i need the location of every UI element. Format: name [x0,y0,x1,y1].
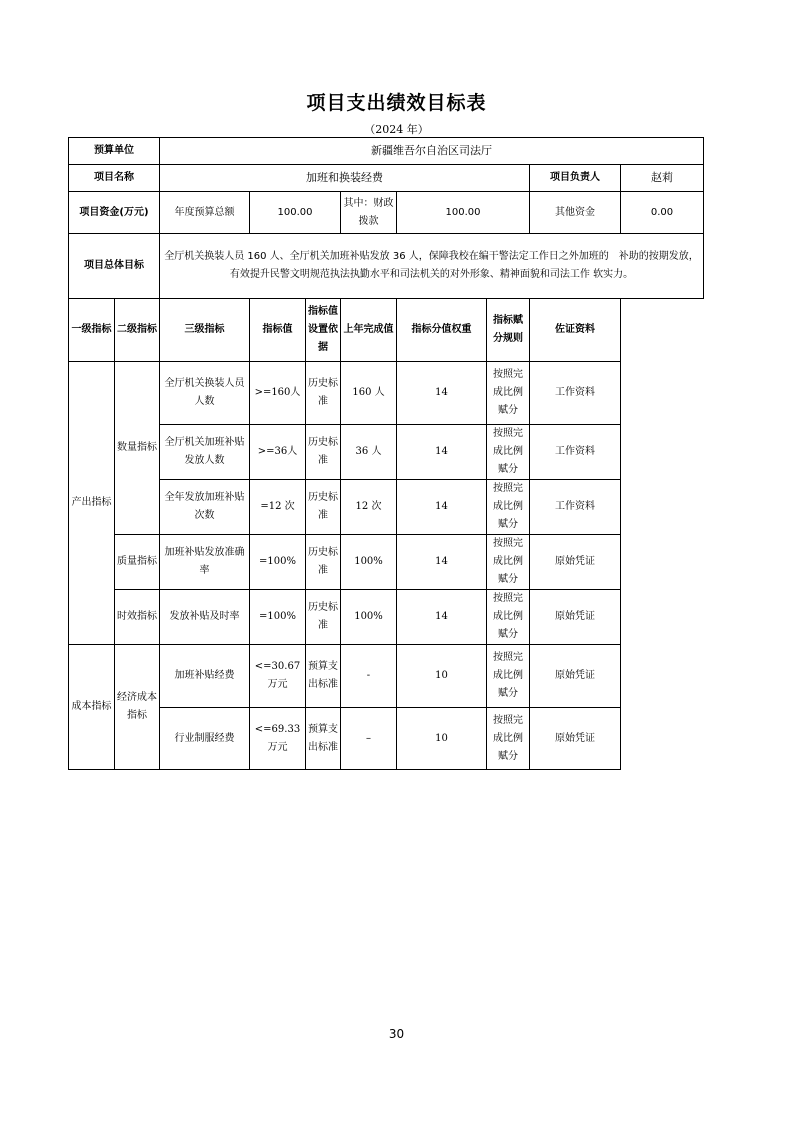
indicator-value: >=36人 [250,425,306,480]
indicator-basis: 预算支出标准 [306,645,341,708]
indicator-value: >=160人 [250,362,306,425]
economic-group-label: 经济成本指标 [115,645,160,770]
table-row [69,362,704,425]
page-number: 30 [388,1027,405,1041]
col-evidence-header: 佐证资料 [530,299,621,362]
fiscal-label: 其中：财政拨款 [341,192,397,234]
table-row [69,590,704,645]
col-basis-header: 指标值设置依据 [306,299,341,362]
col-l3-header: 三级指标 [160,299,250,362]
indicator-rule: 按照完成比例赋分 [487,645,530,708]
indicator-name: 加班补贴经费 [160,645,250,708]
indicator-name: 行业制服经费 [160,708,250,770]
indicator-evidence: 工作资料 [530,425,621,480]
goal-label: 项目总体目标 [69,234,160,299]
fund-label: 项目资金(万元) [69,192,160,234]
indicator-rule: 按照完成比例赋分 [487,708,530,770]
indicator-name: 发放补贴及时率 [160,590,250,645]
fiscal-value: 100.00 [397,192,530,234]
year-label: （2024 年） [364,123,429,136]
indicator-value: =100% [250,535,306,590]
indicator-rule: 按照完成比例赋分 [487,425,530,480]
col-weight-header: 指标分值权重 [397,299,487,362]
indicator-evidence: 原始凭证 [530,708,621,770]
indicator-evidence: 工作资料 [530,362,621,425]
col-value-header: 指标值 [250,299,306,362]
annual-budget-value: 100.00 [250,192,341,234]
col-last-year-header: 上年完成值 [341,299,397,362]
indicator-last-year: 12 次 [341,480,397,535]
table-row [69,645,704,708]
indicator-name: 加班补贴发放准确率 [160,535,250,590]
indicator-last-year: 36 人 [341,425,397,480]
indicator-weight: 10 [397,708,487,770]
col-l1-header: 一级指标 [69,299,115,362]
indicator-basis: 历史标准 [306,590,341,645]
indicator-rule: 按照完成比例赋分 [487,362,530,425]
indicator-weight: 14 [397,590,487,645]
indicator-value: =100% [250,590,306,645]
quantity-group-label: 数量指标 [115,362,160,535]
budget-unit-value: 新疆维吾尔自治区司法厅 [160,138,704,165]
col-rule-header: 指标赋分规则 [487,299,530,362]
table-row [69,480,704,535]
indicator-value: <=30.67万元 [250,645,306,708]
indicator-basis: 历史标准 [306,480,341,535]
indicator-name: 全厅机关加班补贴发放人数 [160,425,250,480]
indicator-weight: 14 [397,535,487,590]
indicator-name: 全厅机关换装人员人数 [160,362,250,425]
timeliness-group-label: 时效指标 [115,590,160,645]
indicator-evidence: 工作资料 [530,480,621,535]
budget-unit-row [69,138,704,165]
output-group-label: 产出指标 [69,362,115,645]
cost-group-label: 成本指标 [69,645,115,770]
indicator-rule: 按照完成比例赋分 [487,480,530,535]
indicator-basis: 预算支出标准 [306,708,341,770]
performance-table [68,137,704,770]
fund-row [69,192,704,234]
goal-row [69,234,704,299]
annual-budget-label: 年度预算总额 [160,192,250,234]
indicator-last-year: 160 人 [341,362,397,425]
project-name-row [69,165,704,192]
indicator-rule: 按照完成比例赋分 [487,590,530,645]
indicator-basis: 历史标准 [306,362,341,425]
indicator-weight: 14 [397,480,487,535]
quality-group-label: 质量指标 [115,535,160,590]
budget-unit-label: 预算单位 [69,138,160,165]
indicator-weight: 14 [397,425,487,480]
col-l2-header: 二级指标 [115,299,160,362]
goal-text: 全厅机关换装人员 160 人、全厅机关加班补贴发放 36 人，保障我校在编干警法定工作日之外加班的 补助的按期发放，有效提升民警文明规范执法执勤水平和司法机关的对外形象、精神面貌和司法工作 软实力。 [160,234,704,299]
indicator-last-year: - [341,645,397,708]
indicator-evidence: 原始凭证 [530,590,621,645]
indicator-value: <=69.33万元 [250,708,306,770]
indicator-weight: 14 [397,362,487,425]
page-title: 项目支出绩效目标表 [306,92,487,114]
indicator-last-year: 100% [341,535,397,590]
indicator-basis: 历史标准 [306,535,341,590]
manager-value: 赵莉 [621,165,704,192]
indicator-evidence: 原始凭证 [530,535,621,590]
table-row [69,425,704,480]
project-name-label: 项目名称 [69,165,160,192]
indicator-weight: 10 [397,645,487,708]
header-row [69,299,704,362]
indicator-value: =12 次 [250,480,306,535]
project-name-value: 加班和换装经费 [160,165,530,192]
indicator-evidence: 原始凭证 [530,645,621,708]
indicator-name: 全年发放加班补贴次数 [160,480,250,535]
table-row [69,535,704,590]
table-row [69,708,704,770]
indicator-basis: 历史标准 [306,425,341,480]
indicator-last-year: 100% [341,590,397,645]
indicator-rule: 按照完成比例赋分 [487,535,530,590]
indicator-last-year: – [341,708,397,770]
other-fund-label: 其他资金 [530,192,621,234]
other-fund-value: 0.00 [621,192,704,234]
manager-label: 项目负责人 [530,165,621,192]
